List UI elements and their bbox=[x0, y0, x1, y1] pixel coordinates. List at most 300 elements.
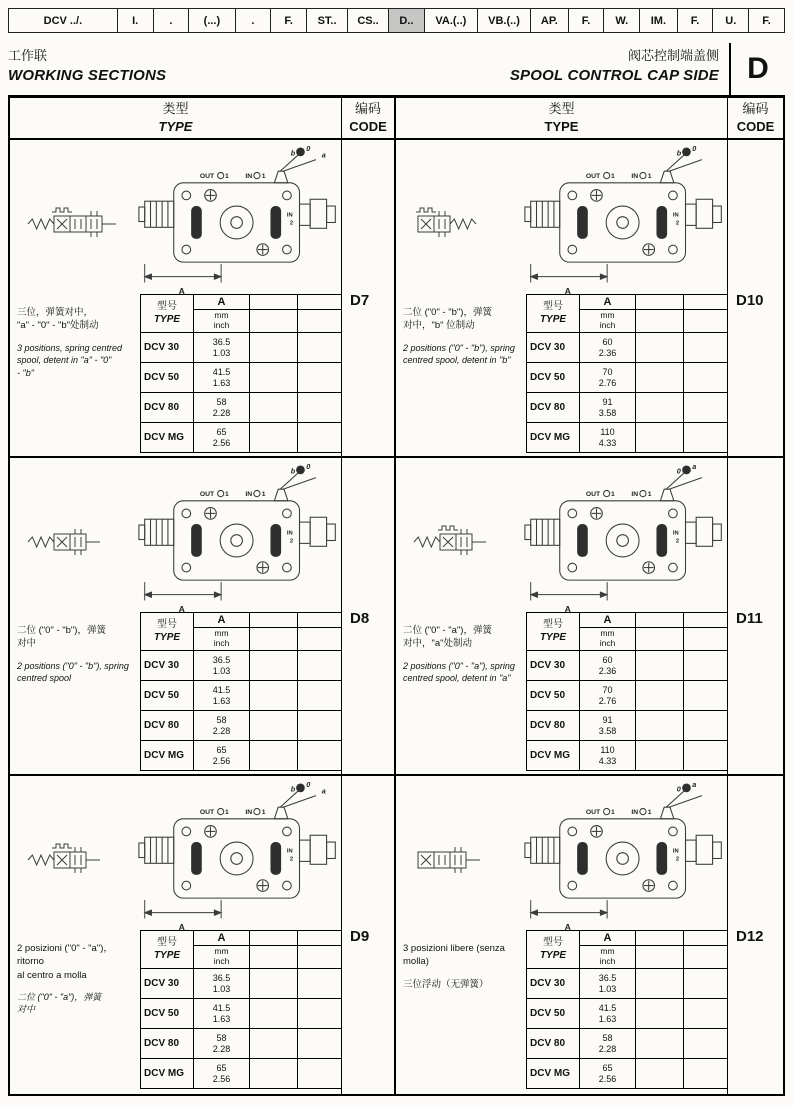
model-header bbox=[527, 931, 580, 969]
model-name: DCV 30 bbox=[141, 333, 194, 363]
units-cell bbox=[194, 628, 250, 651]
unit-mm: mm bbox=[214, 628, 229, 639]
description-text: 三位浮动（无弹簧） bbox=[403, 978, 489, 990]
description-text: 2 posizioni ("0" - "a")，ritorno al centro a molla bbox=[17, 943, 113, 981]
section-code: D11 bbox=[736, 610, 763, 627]
empty-cell bbox=[298, 628, 343, 651]
unit-mm: mm bbox=[600, 310, 615, 321]
units-cell bbox=[580, 628, 636, 651]
model-header bbox=[527, 295, 580, 333]
model-name: DCV MG bbox=[527, 741, 580, 771]
svg-text:0: 0 bbox=[306, 146, 311, 153]
empty-cell bbox=[298, 931, 343, 946]
svg-text:2: 2 bbox=[289, 856, 294, 863]
svg-text:OUT: OUT bbox=[585, 490, 601, 498]
empty-cell bbox=[298, 295, 343, 310]
svg-text:0: 0 bbox=[676, 784, 681, 794]
dim-a-value: 65 2.56 bbox=[194, 423, 250, 453]
empty-cell bbox=[636, 946, 684, 969]
svg-text:1: 1 bbox=[611, 172, 615, 180]
model-name: DCV 80 bbox=[527, 711, 580, 741]
empty-cell bbox=[636, 1059, 684, 1089]
model-header-en: TYPE bbox=[539, 631, 567, 643]
description-text: 3 positions, spring centred spool, detent in "a" - "0" - "b" bbox=[17, 342, 123, 378]
description-text: 二位 ("0" - "b")，弹簧 对中，"b" 位制动 bbox=[403, 307, 492, 332]
svg-text:a: a bbox=[321, 150, 326, 160]
svg-text:b: b bbox=[290, 466, 296, 476]
empty-cell bbox=[250, 363, 298, 393]
empty-cell bbox=[636, 423, 684, 453]
empty-cell bbox=[684, 613, 729, 628]
svg-text:IN: IN bbox=[286, 530, 293, 537]
section-code: D7 bbox=[350, 292, 370, 309]
model-name: DCV 50 bbox=[527, 999, 580, 1029]
svg-text:OUT: OUT bbox=[585, 808, 601, 816]
svg-text:A: A bbox=[178, 922, 185, 933]
empty-cell bbox=[250, 628, 298, 651]
svg-text:IN: IN bbox=[245, 808, 253, 816]
spool-schematic-icon bbox=[14, 142, 136, 292]
dimension-table-wrap bbox=[522, 928, 728, 1092]
model-header-cn: 型号 bbox=[157, 301, 177, 312]
model-name: DCV 80 bbox=[141, 711, 194, 741]
empty-cell bbox=[684, 423, 729, 453]
valve-section-drawing bbox=[136, 460, 342, 615]
dim-a-value: 36.5 1.03 bbox=[580, 969, 636, 999]
svg-text:1: 1 bbox=[225, 490, 229, 498]
spec-row bbox=[141, 1029, 343, 1059]
spec-row bbox=[141, 969, 343, 999]
spool-cap-side-en: SPOOL CONTROL CAP SIDE bbox=[509, 67, 719, 84]
svg-text:A: A bbox=[178, 604, 185, 615]
empty-cell bbox=[298, 333, 343, 363]
valve-section-drawing bbox=[136, 778, 342, 933]
model-header-en: TYPE bbox=[153, 313, 181, 325]
model-header bbox=[141, 613, 194, 651]
svg-text:1: 1 bbox=[647, 172, 652, 180]
description-text: 2 positions ("0" - "b"), spring centred spool, detent in "b" bbox=[403, 342, 515, 366]
empty-cell bbox=[298, 999, 343, 1029]
svg-text:IN: IN bbox=[631, 808, 639, 816]
spec-row bbox=[141, 423, 343, 453]
unit-mm: mm bbox=[600, 628, 615, 639]
tab-dot-3[interactable]: (...) bbox=[189, 9, 235, 32]
empty-cell bbox=[636, 333, 684, 363]
type-cell bbox=[10, 776, 342, 1094]
model-name: DCV 50 bbox=[527, 681, 580, 711]
dim-a-value: 110 4.33 bbox=[580, 741, 636, 771]
empty-cell bbox=[250, 1059, 298, 1089]
svg-text:A: A bbox=[564, 604, 571, 615]
dim-a-value: 60 2.36 bbox=[580, 651, 636, 681]
svg-text:IN: IN bbox=[672, 848, 679, 855]
spec-row bbox=[141, 333, 343, 363]
empty-cell bbox=[250, 310, 298, 333]
tab-dcv-0[interactable]: DCV ../. bbox=[9, 9, 118, 32]
svg-text:OUT: OUT bbox=[585, 172, 601, 180]
dimension-table-wrap bbox=[136, 610, 342, 772]
working-sections-en: WORKING SECTIONS bbox=[8, 67, 167, 84]
dim-a-header: A bbox=[194, 931, 250, 946]
type-cell bbox=[396, 776, 728, 1094]
tab-f-12[interactable]: F. bbox=[569, 9, 605, 32]
sections-table bbox=[8, 95, 785, 1096]
dimension-table-wrap bbox=[136, 292, 342, 454]
section-code: D10 bbox=[736, 292, 764, 309]
spec-row bbox=[141, 741, 343, 771]
svg-text:2: 2 bbox=[289, 538, 294, 545]
spec-row bbox=[527, 333, 729, 363]
empty-cell bbox=[250, 333, 298, 363]
svg-text:0: 0 bbox=[306, 464, 311, 471]
dimension-table-wrap bbox=[522, 292, 728, 454]
empty-cell bbox=[684, 363, 729, 393]
spool-cap-side-cn: 阀芯控制端盖侧 bbox=[627, 48, 719, 63]
dim-a-header: A bbox=[580, 295, 636, 310]
dim-a-value: 36.5 1.03 bbox=[194, 651, 250, 681]
type-column-header-left bbox=[10, 98, 342, 140]
dim-a-value: 41.5 1.63 bbox=[580, 999, 636, 1029]
svg-text:1: 1 bbox=[647, 808, 652, 816]
spool-schematic-icon bbox=[14, 460, 136, 610]
svg-text:1: 1 bbox=[225, 808, 229, 816]
code-column-header-left bbox=[342, 98, 396, 140]
tab-vb-10[interactable]: VB.(..) bbox=[478, 9, 531, 32]
type-header-en: TYPE bbox=[158, 118, 193, 134]
spool-description bbox=[400, 292, 522, 454]
model-name: DCV 50 bbox=[141, 363, 194, 393]
code-cell bbox=[342, 140, 396, 458]
dim-a-value: 41.5 1.63 bbox=[194, 363, 250, 393]
model-name: DCV 30 bbox=[527, 651, 580, 681]
svg-text:0: 0 bbox=[306, 782, 311, 789]
spec-row bbox=[527, 363, 729, 393]
empty-cell bbox=[250, 931, 298, 946]
model-name: DCV 30 bbox=[527, 333, 580, 363]
empty-cell bbox=[636, 295, 684, 310]
model-header bbox=[141, 295, 194, 333]
dimension-table bbox=[526, 294, 728, 453]
code-cell bbox=[728, 458, 783, 776]
empty-cell bbox=[298, 613, 343, 628]
svg-text:OUT: OUT bbox=[199, 490, 215, 498]
tab-cs-7[interactable]: CS.. bbox=[348, 9, 389, 32]
working-sections-cn: 工作联 bbox=[8, 48, 48, 63]
unit-inch: inch bbox=[213, 956, 230, 966]
units-cell bbox=[194, 946, 250, 969]
empty-cell bbox=[250, 295, 298, 310]
empty-cell bbox=[636, 1029, 684, 1059]
spec-row bbox=[527, 1029, 729, 1059]
empty-cell bbox=[684, 741, 729, 771]
code-cell bbox=[728, 140, 783, 458]
svg-text:1: 1 bbox=[261, 490, 266, 498]
model-name: DCV MG bbox=[141, 423, 194, 453]
svg-text:IN: IN bbox=[672, 530, 679, 537]
description-text: 二位 ("0" - "b")，弹簧 对中 bbox=[17, 625, 106, 650]
empty-cell bbox=[298, 969, 343, 999]
spec-row bbox=[527, 1059, 729, 1089]
spool-schematic-icon bbox=[400, 778, 522, 928]
tab-f-5[interactable]: F. bbox=[271, 9, 307, 32]
tab-u-16[interactable]: U. bbox=[713, 9, 749, 32]
valve-section-drawing bbox=[522, 142, 728, 297]
tab-ap-11[interactable]: AP. bbox=[531, 9, 569, 32]
spec-row bbox=[527, 423, 729, 453]
model-header-cn: 型号 bbox=[543, 937, 563, 948]
empty-cell bbox=[636, 711, 684, 741]
svg-text:a: a bbox=[692, 464, 697, 471]
empty-cell bbox=[636, 969, 684, 999]
empty-cell bbox=[684, 310, 729, 333]
type-header-en: TYPE bbox=[544, 118, 579, 134]
tab-dot-2[interactable]: . bbox=[154, 9, 190, 32]
model-name: DCV MG bbox=[141, 741, 194, 771]
empty-cell bbox=[298, 1059, 343, 1089]
code-cell bbox=[342, 776, 396, 1094]
dim-a-value: 41.5 1.63 bbox=[194, 999, 250, 1029]
tab-im-14[interactable]: IM. bbox=[640, 9, 678, 32]
empty-cell bbox=[250, 393, 298, 423]
model-header bbox=[527, 613, 580, 651]
dimension-table bbox=[526, 612, 728, 771]
svg-text:b: b bbox=[676, 148, 682, 158]
svg-text:b: b bbox=[290, 784, 296, 794]
svg-text:2: 2 bbox=[289, 220, 294, 227]
spool-description bbox=[400, 610, 522, 772]
spool-description bbox=[14, 292, 136, 454]
svg-text:IN: IN bbox=[245, 172, 253, 180]
model-name: DCV MG bbox=[527, 423, 580, 453]
model-name: DCV 50 bbox=[527, 363, 580, 393]
model-header-en: TYPE bbox=[539, 949, 567, 961]
empty-cell bbox=[636, 613, 684, 628]
dim-a-value: 36.5 1.03 bbox=[194, 969, 250, 999]
unit-inch: inch bbox=[213, 638, 230, 648]
svg-text:1: 1 bbox=[261, 172, 266, 180]
empty-cell bbox=[250, 613, 298, 628]
code-header-en: CODE bbox=[349, 118, 387, 134]
spec-row bbox=[527, 651, 729, 681]
dim-a-header: A bbox=[580, 613, 636, 628]
model-name: DCV 50 bbox=[141, 681, 194, 711]
empty-cell bbox=[250, 423, 298, 453]
dim-a-value: 58 2.28 bbox=[194, 711, 250, 741]
spool-description bbox=[14, 610, 136, 772]
empty-cell bbox=[684, 333, 729, 363]
empty-cell bbox=[636, 310, 684, 333]
spool-description bbox=[400, 928, 522, 1092]
svg-text:1: 1 bbox=[225, 172, 229, 180]
description-text: 三位，弹簧对中， "a" - "0" - "b"处制动 bbox=[17, 307, 99, 332]
tab-st-6[interactable]: ST.. bbox=[307, 9, 348, 32]
svg-text:A: A bbox=[564, 922, 571, 933]
unit-inch: inch bbox=[213, 320, 230, 330]
empty-cell bbox=[298, 681, 343, 711]
empty-cell bbox=[298, 946, 343, 969]
dim-a-value: 65 2.56 bbox=[580, 1059, 636, 1089]
empty-cell bbox=[250, 651, 298, 681]
svg-text:OUT: OUT bbox=[199, 172, 215, 180]
units-cell bbox=[580, 310, 636, 333]
empty-cell bbox=[684, 681, 729, 711]
valve-section-drawing bbox=[522, 778, 728, 933]
empty-cell bbox=[684, 393, 729, 423]
section-code: D9 bbox=[350, 928, 370, 945]
unit-inch: inch bbox=[599, 956, 616, 966]
model-name: DCV MG bbox=[527, 1059, 580, 1089]
dim-a-value: 58 2.28 bbox=[580, 1029, 636, 1059]
empty-cell bbox=[684, 1029, 729, 1059]
header-spacer bbox=[166, 43, 510, 95]
model-header-cn: 型号 bbox=[543, 619, 563, 630]
empty-cell bbox=[684, 999, 729, 1029]
svg-text:A: A bbox=[178, 286, 185, 297]
empty-cell bbox=[636, 393, 684, 423]
dim-a-value: 65 2.56 bbox=[194, 741, 250, 771]
code-header-cn: 编码 bbox=[742, 101, 769, 117]
empty-cell bbox=[636, 681, 684, 711]
header-left bbox=[8, 43, 166, 95]
model-header-en: TYPE bbox=[539, 313, 567, 325]
svg-text:2: 2 bbox=[675, 538, 680, 545]
spec-row bbox=[527, 741, 729, 771]
tab-f-17[interactable]: F. bbox=[762, 14, 771, 27]
empty-cell bbox=[298, 310, 343, 333]
description-text: 二位 ("0" - "a")，弹簧 对中，"a"处制动 bbox=[403, 625, 492, 650]
type-header-cn: 类型 bbox=[548, 101, 575, 117]
page-header bbox=[8, 43, 785, 95]
spec-row bbox=[141, 651, 343, 681]
svg-text:1: 1 bbox=[611, 490, 615, 498]
empty-cell bbox=[298, 363, 343, 393]
svg-text:1: 1 bbox=[647, 490, 652, 498]
dim-a-value: 65 2.56 bbox=[194, 1059, 250, 1089]
spec-row bbox=[141, 393, 343, 423]
empty-cell bbox=[250, 969, 298, 999]
empty-cell bbox=[298, 393, 343, 423]
empty-cell bbox=[636, 628, 684, 651]
empty-cell bbox=[684, 295, 729, 310]
svg-text:A: A bbox=[564, 286, 571, 297]
type-cell bbox=[10, 140, 342, 458]
tab-i-1[interactable]: I. bbox=[118, 9, 154, 32]
code-cell bbox=[728, 776, 783, 1094]
dim-a-value: 91 3.58 bbox=[580, 393, 636, 423]
type-header-cn: 类型 bbox=[162, 101, 189, 117]
section-code: D8 bbox=[350, 610, 370, 627]
code-cell bbox=[342, 458, 396, 776]
empty-cell bbox=[636, 931, 684, 946]
spec-row bbox=[141, 1059, 343, 1089]
empty-cell bbox=[684, 651, 729, 681]
dim-a-header: A bbox=[580, 931, 636, 946]
unit-inch: inch bbox=[599, 638, 616, 648]
header-right bbox=[510, 43, 729, 95]
unit-mm: mm bbox=[214, 946, 229, 957]
spool-schematic-icon bbox=[14, 778, 136, 928]
unit-mm: mm bbox=[600, 946, 615, 957]
empty-cell bbox=[250, 711, 298, 741]
svg-text:IN: IN bbox=[286, 212, 293, 219]
description-text: 2 positions ("0" - "b"), spring centred spool bbox=[17, 660, 129, 684]
spool-schematic-icon bbox=[400, 460, 522, 610]
spec-row bbox=[527, 711, 729, 741]
svg-text:OUT: OUT bbox=[199, 808, 215, 816]
model-name: DCV 80 bbox=[527, 1029, 580, 1059]
description-text: 二位 ("0" - "a")，弹簧 对中 bbox=[17, 991, 102, 1015]
spool-description bbox=[14, 928, 136, 1092]
empty-cell bbox=[250, 999, 298, 1029]
model-header-cn: 型号 bbox=[157, 619, 177, 630]
empty-cell bbox=[684, 946, 729, 969]
model-name: DCV 30 bbox=[141, 651, 194, 681]
tab-bar bbox=[8, 8, 785, 33]
empty-cell bbox=[298, 651, 343, 681]
spec-row bbox=[141, 681, 343, 711]
spec-row bbox=[141, 363, 343, 393]
spec-row bbox=[141, 711, 343, 741]
model-header-en: TYPE bbox=[153, 631, 181, 643]
valve-section-drawing bbox=[522, 460, 728, 615]
unit-mm: mm bbox=[214, 310, 229, 321]
empty-cell bbox=[684, 969, 729, 999]
tab-w-13[interactable]: W. bbox=[604, 9, 640, 32]
empty-cell bbox=[298, 423, 343, 453]
dimension-table-wrap bbox=[522, 610, 728, 772]
svg-text:2: 2 bbox=[675, 220, 680, 227]
units-cell bbox=[580, 946, 636, 969]
model-header bbox=[141, 931, 194, 969]
dim-a-value: 91 3.58 bbox=[580, 711, 636, 741]
tab-va-9[interactable]: VA.(..) bbox=[425, 9, 478, 32]
empty-cell bbox=[250, 741, 298, 771]
empty-cell bbox=[636, 651, 684, 681]
svg-text:IN: IN bbox=[245, 490, 253, 498]
spec-row bbox=[141, 999, 343, 1029]
dim-a-header: A bbox=[194, 613, 250, 628]
svg-text:0: 0 bbox=[676, 466, 681, 476]
empty-cell bbox=[636, 363, 684, 393]
tab-f-15[interactable]: F. bbox=[678, 9, 714, 32]
section-code: D12 bbox=[736, 928, 764, 945]
empty-cell bbox=[298, 741, 343, 771]
svg-text:IN: IN bbox=[286, 848, 293, 855]
svg-text:b: b bbox=[290, 148, 296, 158]
svg-text:1: 1 bbox=[261, 808, 266, 816]
code-header-en: CODE bbox=[736, 118, 775, 134]
description-text: 3 posizioni libere (senza molla) bbox=[403, 943, 505, 968]
empty-cell bbox=[636, 999, 684, 1029]
empty-cell bbox=[298, 711, 343, 741]
dim-a-header: A bbox=[194, 295, 250, 310]
model-name: DCV 80 bbox=[527, 393, 580, 423]
dim-a-value: 41.5 1.63 bbox=[194, 681, 250, 711]
svg-text:a: a bbox=[692, 782, 697, 789]
tab-d-8[interactable]: D.. bbox=[389, 9, 425, 32]
dim-a-value: 110 4.33 bbox=[580, 423, 636, 453]
dimension-table bbox=[526, 930, 728, 1089]
empty-cell bbox=[250, 681, 298, 711]
empty-cell bbox=[298, 1029, 343, 1059]
tab-dot-4[interactable]: . bbox=[236, 9, 272, 32]
dimension-table-wrap bbox=[136, 928, 342, 1092]
empty-cell bbox=[684, 628, 729, 651]
section-letter: D bbox=[729, 43, 785, 95]
dim-a-value: 60 2.36 bbox=[580, 333, 636, 363]
model-name: DCV 80 bbox=[141, 1029, 194, 1059]
svg-text:IN: IN bbox=[631, 490, 639, 498]
